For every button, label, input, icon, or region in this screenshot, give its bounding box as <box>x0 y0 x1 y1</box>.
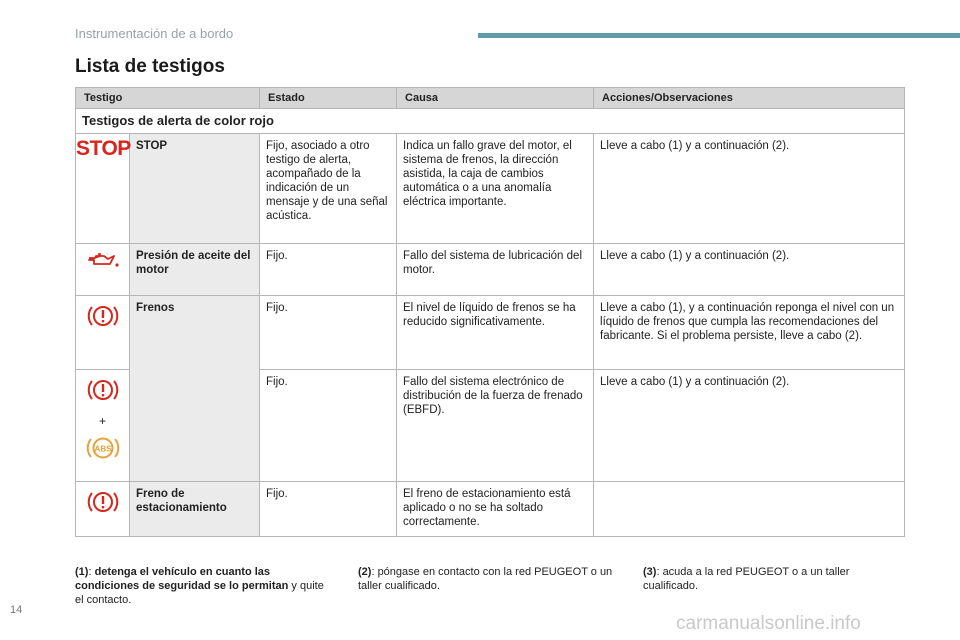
plus-sign: + <box>98 414 106 428</box>
icon-cell <box>76 482 130 537</box>
acciones-cell <box>594 482 905 537</box>
footnote-2 <box>358 565 623 593</box>
footnote-1: (1): detenga el vehículo en cuanto las condiciones de seguridad se lo permitan y quite el contacto. <box>75 566 324 606</box>
light-name: Frenos <box>130 296 260 482</box>
footnote-2-label: (2) <box>358 566 372 578</box>
footnote-1-bold: detenga el vehículo en cuanto las condiciones de seguridad se lo permitan <box>75 566 289 592</box>
causa-cell: Fallo del sistema de lubricación del motor. <box>397 244 594 296</box>
brake-warning-icon <box>87 321 119 333</box>
causa-cell: Indica un fallo grave del motor, el sistema de frenos, la dirección asistida, la caja de cambios automática o a una anomalía eléctrica importante. <box>397 134 594 244</box>
icon-cell <box>76 134 130 244</box>
table-row <box>76 296 905 370</box>
table-header-row <box>76 88 905 109</box>
stop-icon: STOP <box>76 137 131 160</box>
icon-cell <box>76 296 130 370</box>
column-header-causa: Causa <box>397 88 594 109</box>
footnote-3-label: (3) <box>643 566 657 578</box>
causa-cell: El nivel de líquido de frenos se ha reducido significativamente. <box>397 296 594 370</box>
warning-lights-table <box>75 87 905 537</box>
header-accent-bar <box>478 33 960 38</box>
estado-cell: Fijo. <box>260 296 397 370</box>
section-header-title: Instrumentación de a bordo <box>75 26 234 41</box>
footnote-3 <box>643 565 893 593</box>
light-name: Presión de aceite del motor <box>130 244 260 296</box>
icon-cell <box>76 370 130 482</box>
section-heading: Testigos de alerta de color rojo <box>76 109 905 134</box>
parking-brake-icon <box>87 507 119 519</box>
brake-warning-icon <box>87 395 119 407</box>
light-name: Freno de estacionamiento <box>130 482 260 537</box>
watermark: carmanualsonline.info <box>676 613 861 634</box>
acciones-cell: Lleve a cabo (1) y a continuación (2). <box>594 370 905 482</box>
causa-cell: El freno de estacionamiento está aplicado o no se ha soltado correctamente. <box>397 482 594 537</box>
table-row <box>76 244 905 296</box>
table-row <box>76 134 905 244</box>
estado-cell: Fijo. <box>260 370 397 482</box>
footnote-1-label: (1) <box>75 566 89 578</box>
column-header-testigo: Testigo <box>76 88 260 109</box>
page-title: Lista de testigos <box>75 56 225 77</box>
estado-cell: Fijo, asociado a otro testigo de alerta, acompañado de la indicación de un mensaje y de una señal acústica. <box>260 134 397 244</box>
oil-pressure-icon <box>86 261 120 273</box>
footnote-1-rest: y quite el contacto. <box>75 580 324 606</box>
estado-cell: Fijo. <box>260 482 397 537</box>
icon-cell <box>76 244 130 296</box>
page-number: 14 <box>10 604 23 616</box>
column-header-acciones: Acciones/Observaciones <box>594 88 905 109</box>
acciones-cell: Lleve a cabo (1) y a continuación (2). <box>594 244 905 296</box>
estado-cell: Fijo. <box>260 244 397 296</box>
light-name: STOP <box>130 134 260 244</box>
acciones-cell: Lleve a cabo (1) y a continuación (2). <box>594 134 905 244</box>
table-row <box>76 482 905 537</box>
abs-icon <box>86 444 120 465</box>
footnote-3-text: : acuda a la red PEUGEOT o a un taller cualificado. <box>643 566 850 592</box>
footnote-2-text: : póngase en contacto con la red PEUGEOT o un taller cualificado. <box>358 566 613 592</box>
causa-cell: Fallo del sistema electrónico de distribución de la fuerza de frenado (EBFD). <box>397 370 594 482</box>
acciones-cell: Lleve a cabo (1), y a continuación reponga el nivel con un líquido de frenos que cumpla las recomendaciones del fabricante. Si el problema persiste, lleve a cabo (2). <box>594 296 905 370</box>
section-heading-row <box>76 109 905 134</box>
column-header-estado: Estado <box>260 88 397 109</box>
abs-label: ABS <box>94 444 111 454</box>
